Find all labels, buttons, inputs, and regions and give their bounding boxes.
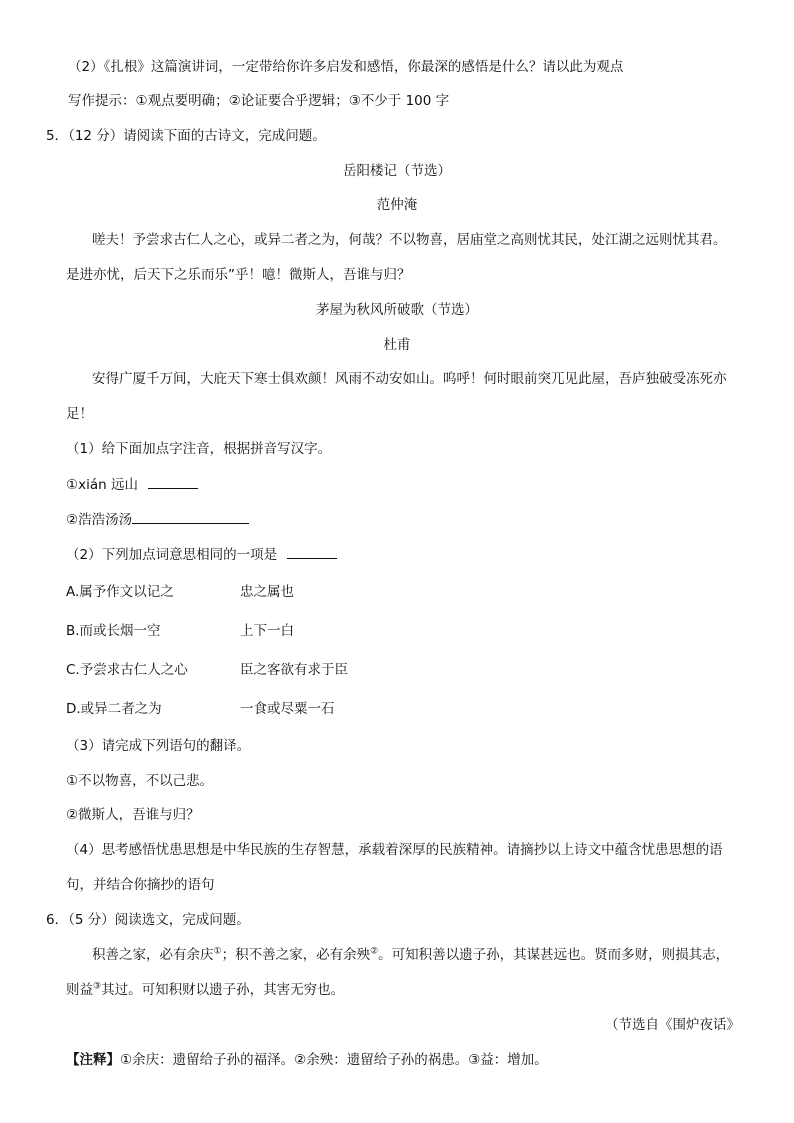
answer-blank[interactable]: [287, 545, 337, 559]
q6-heading: 6．（5 分）阅读选文，完成问题。: [46, 912, 250, 928]
q5-heading: 5．（12 分）请阅读下面的古诗文，完成问题。: [46, 128, 326, 144]
q5-subquestion-3: （3）请完成下列语句的翻译。: [66, 738, 251, 754]
option-left: A.属予作文以记之: [66, 584, 174, 600]
option-left: B.而或长烟一空: [66, 623, 161, 639]
option-b-right: 上下一白: [240, 623, 294, 639]
q5-subquestion-1-item-a: [66, 475, 198, 494]
item-text: （2）下列加点词意思相同的一项是: [66, 547, 278, 563]
footnote-marker-3: ③: [93, 981, 102, 992]
passage-text: 。可知积善以遗子孙，其谋甚远也。贤而多财，则损其志，: [378, 947, 730, 963]
q5-subquestion-3-item-a: ①不以物喜，不以己悲。: [66, 773, 214, 789]
q5-author-1: 范仲淹: [376, 197, 418, 213]
q5-subquestion-2: [66, 545, 337, 564]
q5-subquestion-4-line-2: 句，并结合你摘抄的语句: [66, 877, 215, 893]
q5-title-1: 岳阳楼记（节选）: [343, 163, 451, 179]
q6-notes: [66, 1051, 548, 1069]
q5-passage-2-line-1: 安得广厦千万间，大庇天下寒士俱欢颜！风雨不动安如山。呜呼！何时眼前突兀见此屋，吾庐独破受冻死亦: [92, 371, 727, 387]
q5-author-2: 杜甫: [383, 337, 411, 353]
q6-passage-line-2: [66, 981, 344, 999]
q6-source: （节选自《围炉夜话》: [605, 1017, 740, 1033]
item-text: ①xián 远山: [66, 477, 138, 493]
passage-text: ；积不善之家，必有余殃: [221, 947, 371, 963]
q5-subquestion-1-item-b: [66, 510, 249, 529]
option-left: C.予尝求古仁人之心: [66, 662, 188, 678]
footnote-marker-2: ②: [370, 946, 379, 957]
passage-text: 其过。可知积财以遗子孙，其害无穷也。: [101, 982, 345, 998]
passage-text: 则益: [66, 982, 93, 998]
notes-label: 【注释】: [66, 1052, 120, 1068]
q4-writing-hint: 写作提示：①观点要明确；②论证要合乎逻辑；③不少于 100 字: [68, 93, 450, 109]
option-c: [66, 661, 188, 679]
q5-subquestion-1: （1）给下面加点字注音，根据拼音写汉字。: [66, 441, 332, 457]
footnote-marker-1: ①: [213, 946, 222, 957]
option-b: [66, 622, 161, 640]
q5-passage-1-line-1: 嗟夫！予尝求古仁人之心，或异二者之为，何哉？不以物喜，居庙堂之高则忧其民，处江湖之远则忧其君。: [92, 232, 727, 248]
q4-subquestion-2: （2）《扎根》这篇演讲词，一定带给你许多启发和感悟，你最深的感悟是什么？请以此为观点: [68, 59, 624, 75]
option-a: [66, 583, 174, 601]
option-left: D.或异二者之为: [66, 701, 162, 717]
passage-text: 积善之家，必有余庆: [92, 947, 214, 963]
q5-subquestion-3-item-b: ②微斯人，吾谁与归？: [66, 807, 200, 823]
q6-passage-line-1: [92, 946, 729, 964]
q5-subquestion-4-line-1: （4）思考感悟忧患思想是中华民族的生存智慧，承载着深厚的民族精神。请摘抄以上诗文中蕴含忧患思想的语: [66, 842, 723, 858]
item-text: ②浩浩汤汤: [66, 512, 133, 528]
option-a-right: 忠之属也: [240, 584, 294, 600]
option-d: [66, 700, 162, 718]
answer-blank[interactable]: [148, 475, 198, 489]
q5-title-2: 茅屋为秋风所破歌（节选）: [316, 302, 478, 318]
option-c-right: 臣之客欲有求于臣: [240, 662, 348, 678]
q5-passage-2-line-2: 足！: [66, 406, 93, 422]
option-d-right: 一食或尽粟一石: [240, 701, 335, 717]
q5-passage-1-line-2: 是进亦忧，后天下之乐而乐”乎！噫！微斯人，吾谁与归？: [66, 267, 411, 283]
notes-text: ①余庆：遗留给子孙的福泽。②余殃：遗留给子孙的祸患。③益：增加。: [120, 1052, 548, 1068]
answer-blank[interactable]: [132, 510, 249, 524]
